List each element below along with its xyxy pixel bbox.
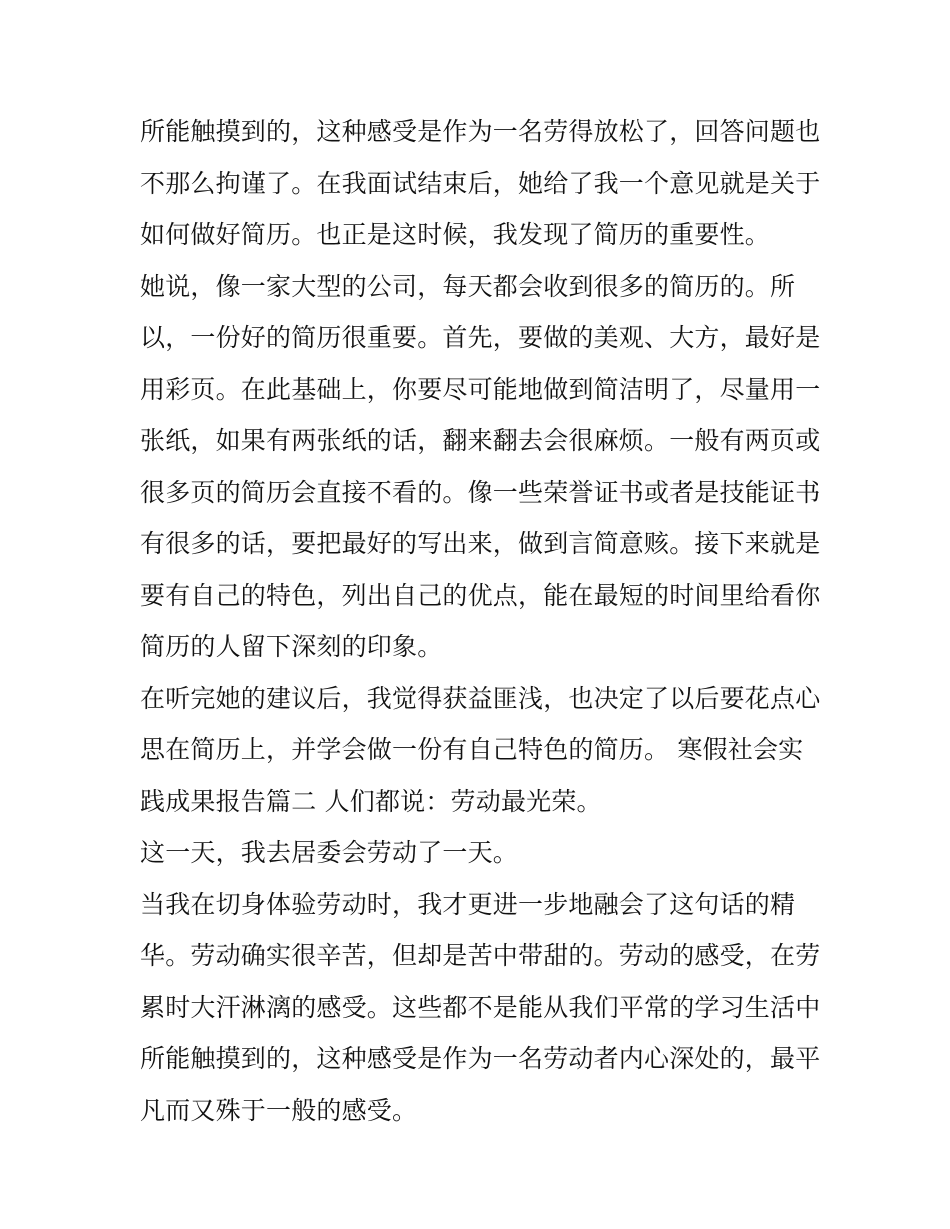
text-line: 以，一份好的简历很重要。首先，要做的美观、大方，最好是: [140, 323, 821, 352]
text-line: 她说，像一家大型的公司，每天都会收到很多的简历的。所: [140, 271, 796, 301]
text-line: 践成果报告篇二 人们都说：劳动最光荣。: [140, 786, 602, 816]
text-line: 华。劳动确实很辛苦，但却是苦中带甜的。劳动的感受，在劳: [140, 941, 821, 970]
text-line: 不那么拘谨了。在我面试结束后，她给了我一个意见就是关于: [140, 168, 821, 198]
text-line: 累时大汗淋漓的感受。这些都不是能从我们平常的学习生活中: [140, 992, 821, 1022]
text-line: 在听完她的建议后，我觉得获益匪浅，也决定了以后要花点心: [140, 683, 821, 713]
text-line: 如何做好简历。也正是这时候，我发现了简历的重要性。: [140, 220, 771, 249]
document-body: [140, 106, 820, 1136]
text-line: 凡而又殊于一般的感受。: [140, 1095, 418, 1125]
text-line: 这一天，我去居委会劳动了一天。: [140, 838, 519, 867]
text-line: 当我在切身体验劳动时，我才更进一步地融会了这句话的精: [140, 889, 796, 919]
text-line: 简历的人留下深刻的印象。: [140, 632, 443, 661]
text-line: 所能触摸到的，这种感受是作为一名劳动者内心深处的，最平: [140, 1044, 821, 1073]
text-line: 要有自己的特色，列出自己的优点，能在最短的时间里给看你: [140, 580, 821, 610]
text-line: 所能触摸到的，这种感受是作为一名劳得放松了，回答问题也: [140, 117, 821, 146]
text-line: 思在简历上，并学会做一份有自己特色的简历。 寒假社会实: [140, 735, 804, 764]
text-line: 有很多的话，要把最好的写出来，做到言简意赅。接下来就是: [140, 529, 821, 558]
text-line: 张纸，如果有两张纸的话，翻来翻去会很麻烦。一般有两页或: [140, 426, 821, 455]
text-line: 很多页的简历会直接不看的。像一些荣誉证书或者是技能证书: [140, 477, 821, 507]
text-line: 用彩页。在此基础上，你要尽可能地做到简洁明了，尽量用一: [140, 374, 821, 404]
